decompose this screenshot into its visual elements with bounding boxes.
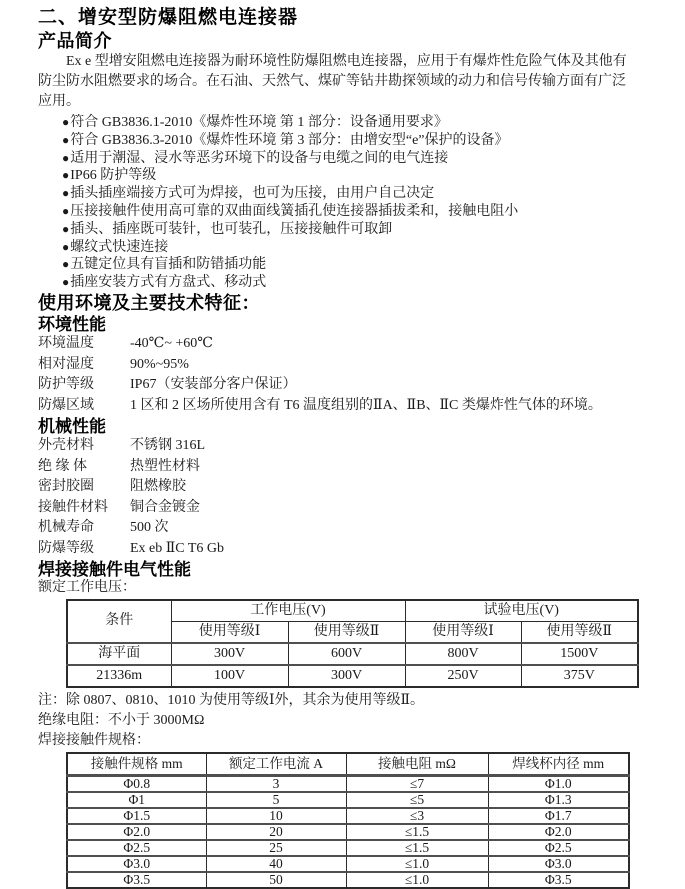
section-heading-electrical: 焊接接触件电气性能 (38, 559, 191, 579)
spec-table-caption: 焊接接触件规格： (38, 732, 150, 748)
kv-row (38, 477, 638, 497)
bullet-item: ● 插头插座端接方式可为焊接，也可为压接，由用户自己决定 (62, 185, 638, 203)
kv-value: 1 区和 2 区场所使用含有 T6 温度组别的ⅡA、ⅡB、ⅡC 类爆炸性气体的环境。 (130, 397, 602, 413)
bullet-item: ● 压接接触件使用高可靠的双曲面线簧插孔使连接器插拔柔和，接触电阻小 (62, 203, 638, 221)
table-row (67, 665, 638, 687)
feature-bullet-list (38, 114, 638, 292)
table-row (67, 840, 629, 856)
section-heading-product-intro: 产品简介 (38, 31, 112, 51)
table-cell: Φ2.5 (67, 840, 206, 856)
kv-row (38, 436, 638, 456)
kv-value: 阻燃橡胶 (130, 479, 186, 495)
table-column-header: 接触电阻 mΩ (346, 753, 488, 776)
table-cell: 100V (171, 665, 288, 687)
bullet-item: ● 五键定位具有盲插和防错插功能 (62, 256, 638, 274)
table-subheader: 使用等级Ⅰ (405, 621, 521, 643)
table-cell: 21336m (67, 665, 171, 687)
table-column-header: 焊线杯内径 mm (488, 753, 629, 776)
insulation-resistance-text: 绝缘电阻：不小于 3000MΩ (38, 712, 205, 728)
table-cell: Φ3.0 (67, 856, 206, 872)
table-cell: 250V (405, 665, 521, 687)
kv-row (38, 457, 638, 477)
table-cell: ≤1.5 (346, 824, 488, 840)
table-cell: 375V (521, 665, 638, 687)
table-cell: 25 (206, 840, 346, 856)
table-cell: ≤5 (346, 792, 488, 808)
table-cell: ≤7 (346, 775, 488, 792)
table-cell: 1500V (521, 643, 638, 665)
table-cell: ≤3 (346, 808, 488, 824)
kv-row (38, 518, 638, 538)
kv-row (38, 355, 638, 375)
bullet-item: ● 符合 GB3836.3-2010《爆炸性环境 第 3 部分：由增安型“e”保护的设备》 (62, 132, 638, 150)
table-cell: Φ1.0 (488, 775, 629, 792)
table-cell: 50 (206, 872, 346, 888)
page-title: 二、增安型防爆阻燃电连接器 (38, 7, 299, 28)
kv-row (38, 334, 638, 354)
kv-value: 500 次 (130, 520, 169, 536)
table-cell: 300V (171, 643, 288, 665)
table-cell: ≤1.0 (346, 872, 488, 888)
table-cell: ≤1.5 (346, 840, 488, 856)
table-cell: 10 (206, 808, 346, 824)
contact-spec-table (66, 752, 630, 889)
table-subheader: 使用等级Ⅱ (521, 621, 638, 643)
kv-row (38, 375, 638, 395)
kv-label: 环境温度 (38, 336, 94, 352)
table-note: 注：除 0807、0810、1010 为使用等级Ⅰ外，其余为使用等级Ⅱ。 (38, 692, 425, 708)
table-cell: 800V (405, 643, 521, 665)
table-corner-header: 条件 (67, 600, 171, 643)
table-cell: Φ1.5 (67, 808, 206, 824)
table-cell: Φ1 (67, 792, 206, 808)
table-cell: Φ3.5 (488, 872, 629, 888)
table-cell: Φ0.8 (67, 775, 206, 792)
table-cell: 40 (206, 856, 346, 872)
table-cell: Φ1.3 (488, 792, 629, 808)
bullet-item: ● 插座安装方式有方盘式、移动式 (62, 274, 638, 292)
kv-label: 接触件材料 (38, 499, 108, 515)
table-cell: Φ1.7 (488, 808, 629, 824)
table-cell: Φ2.5 (488, 840, 629, 856)
table-cell: 300V (288, 665, 405, 687)
table-cell: 600V (288, 643, 405, 665)
kv-row (38, 539, 638, 559)
kv-value: Ex eb ⅡC T6 Gb (130, 540, 225, 556)
environment-kv-list (38, 334, 638, 416)
table-cell: ≤1.0 (346, 856, 488, 872)
section-heading-usage: 使用环境及主要技术特征： (38, 292, 260, 313)
table-row (67, 824, 629, 840)
rated-voltage-table (66, 599, 639, 688)
section-heading-environment: 环境性能 (38, 314, 106, 334)
kv-value: -40℃~ +60℃ (130, 336, 213, 352)
bullet-item: ● 螺纹式快速连接 (62, 239, 638, 257)
kv-value: IP67（安装部分客户保证） (130, 377, 297, 393)
bullet-item: ● 插头、插座既可装针，也可装孔，压接接触件可取卸 (62, 221, 638, 239)
kv-label: 防护等级 (38, 377, 94, 393)
bullet-item: ● 符合 GB3836.1-2010《爆炸性环境 第 1 部分：设备通用要求》 (62, 114, 638, 132)
bullet-item: ● IP66 防护等级 (62, 167, 638, 185)
kv-label: 相对湿度 (38, 356, 94, 372)
kv-label: 绝 缘 体 (38, 458, 87, 474)
table-row (67, 643, 638, 665)
kv-label: 密封胶圈 (38, 479, 94, 495)
table-column-header: 额定工作电流 A (206, 753, 346, 776)
voltage-table-caption: 额定工作电压： (38, 579, 136, 595)
table-row (67, 872, 629, 888)
kv-label: 防爆区域 (38, 397, 94, 413)
table-cell: 20 (206, 824, 346, 840)
table-cell: 3 (206, 775, 346, 792)
table-row (67, 775, 629, 792)
table-column-header: 接触件规格 mm (67, 753, 206, 776)
table-cell: Φ3.0 (488, 856, 629, 872)
bullet-item: ● 适用于潮湿、浸水等恶劣环境下的设备与电缆之间的电气连接 (62, 150, 638, 168)
table-cell: Φ2.0 (488, 824, 629, 840)
table-cell: Φ2.0 (67, 824, 206, 840)
table-cell: Φ3.5 (67, 872, 206, 888)
table-row (67, 808, 629, 824)
table-row (67, 792, 629, 808)
table-group-header: 试验电压(V) (405, 600, 638, 622)
table-row (67, 856, 629, 872)
kv-value: 90%~95% (130, 356, 189, 372)
intro-paragraph: Ex e 型增安阻燃电连接器为耐环境性防爆阻燃电连接器，应用于有爆炸性危险气体及其他有防尘防水阻燃要求的场合。在石油、天然气、煤矿等钻井勘探领域的动力和信号传输方面有广泛应用。 (38, 54, 627, 109)
mechanical-kv-list (38, 436, 638, 559)
kv-label: 机械寿命 (38, 520, 94, 536)
table-cell: 5 (206, 792, 346, 808)
kv-label: 外壳材料 (38, 438, 94, 454)
kv-row (38, 396, 638, 416)
table-subheader: 使用等级Ⅱ (288, 621, 405, 643)
kv-row (38, 498, 638, 518)
kv-value: 不锈钢 316L (130, 438, 206, 454)
section-heading-mechanical: 机械性能 (38, 416, 106, 436)
kv-value: 铜合金镀金 (130, 499, 200, 515)
table-cell: 海平面 (67, 643, 171, 665)
kv-label: 防爆等级 (38, 540, 94, 556)
table-subheader: 使用等级Ⅰ (171, 621, 288, 643)
kv-value: 热塑性材料 (130, 458, 200, 474)
table-group-header: 工作电压(V) (171, 600, 405, 622)
